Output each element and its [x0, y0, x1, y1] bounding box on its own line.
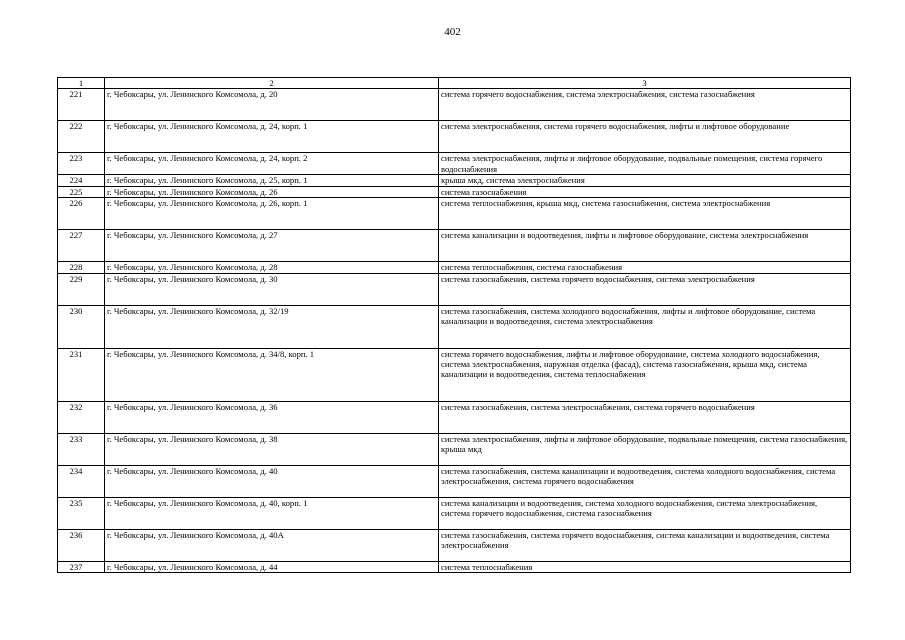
- table-row: [58, 273, 851, 305]
- row-number: 225: [58, 186, 105, 197]
- row-address: г. Чебоксары, ул. Ленинского Комсомола, д. 24, корп. 2: [105, 153, 439, 175]
- table-row: [58, 89, 851, 121]
- row-systems: система теплоснабжения: [439, 561, 851, 572]
- row-address: г. Чебоксары, ул. Ленинского Комсомола, д. 36: [105, 401, 439, 433]
- row-address: г. Чебоксары, ул. Ленинского Комсомола, д. 25, корп. 1: [105, 175, 439, 186]
- table-row: [58, 433, 851, 465]
- row-number: 230: [58, 305, 105, 348]
- row-systems: система канализации и водоотведения, система холодного водоснабжения, система электроснабжения, система горячего водоснабжения, система газоснабжения: [439, 497, 851, 529]
- row-number: 226: [58, 198, 105, 230]
- row-systems: система газоснабжения: [439, 186, 851, 197]
- row-systems: система газоснабжения, система горячего водоснабжения, система электроснабжения: [439, 273, 851, 305]
- table-row: [58, 262, 851, 273]
- row-systems: система теплоснабжения, система газоснабжения: [439, 262, 851, 273]
- row-systems: система электроснабжения, лифты и лифтовое оборудование, подвальные помещения, система газоснабжения, крыша мкд: [439, 433, 851, 465]
- row-address: г. Чебоксары, ул. Ленинского Комсомола, д. 44: [105, 561, 439, 572]
- table-row: [58, 348, 851, 401]
- row-number: 234: [58, 465, 105, 497]
- row-number: 235: [58, 497, 105, 529]
- row-number: 222: [58, 121, 105, 153]
- row-number: 237: [58, 561, 105, 572]
- row-systems: крыша мкд, система электроснабжения: [439, 175, 851, 186]
- row-number: 233: [58, 433, 105, 465]
- row-number: 236: [58, 529, 105, 561]
- row-systems: система канализации и водоотведения, лифты и лифтовое оборудование, система электроснабжения: [439, 230, 851, 262]
- table-row: [58, 529, 851, 561]
- row-number: 224: [58, 175, 105, 186]
- table-row: [58, 497, 851, 529]
- table-row: [58, 305, 851, 348]
- row-address: г. Чебоксары, ул. Ленинского Комсомола, д. 34/8, корп. 1: [105, 348, 439, 401]
- row-address: г. Чебоксары, ул. Ленинского Комсомола, д. 26: [105, 186, 439, 197]
- page-number: 402: [444, 26, 461, 38]
- row-number: 228: [58, 262, 105, 273]
- row-systems: система электроснабжения, лифты и лифтовое оборудование, подвальные помещения, система горячего водоснабжения: [439, 153, 851, 175]
- table-row: [58, 198, 851, 230]
- row-number: 221: [58, 89, 105, 121]
- row-address: г. Чебоксары, ул. Ленинского Комсомола, д. 24, корп. 1: [105, 121, 439, 153]
- row-systems: система газоснабжения, система канализации и водоотведения, система холодного водоснабжения, система электроснабжения, система горячего водоснабжения: [439, 465, 851, 497]
- table-row: [58, 561, 851, 572]
- row-systems: система газоснабжения, система электроснабжения, система горячего водоснабжения: [439, 401, 851, 433]
- row-number: 227: [58, 230, 105, 262]
- row-systems: система газоснабжения, система горячего водоснабжения, система канализации и водоотведения, система электроснабжения: [439, 529, 851, 561]
- table-row: [58, 186, 851, 197]
- table-row: [58, 121, 851, 153]
- column-header-number: 1: [58, 78, 105, 89]
- row-address: г. Чебоксары, ул. Ленинского Комсомола, д. 38: [105, 433, 439, 465]
- row-address: г. Чебоксары, ул. Ленинского Комсомола, д. 32/19: [105, 305, 439, 348]
- row-systems: система горячего водоснабжения, лифты и лифтовое оборудование, система холодного водоснабжения, система электроснабжения, наружная отделка (фасад), система газоснабжения, крыша мкд, система канализации и водоотведения, система теплоснабжения: [439, 348, 851, 401]
- row-address: г. Чебоксары, ул. Ленинского Комсомола, д. 20: [105, 89, 439, 121]
- row-address: г. Чебоксары, ул. Ленинского Комсомола, д. 40: [105, 465, 439, 497]
- row-address: г. Чебоксары, ул. Ленинского Комсомола, д. 28: [105, 262, 439, 273]
- column-header-systems: 3: [439, 78, 851, 89]
- table-row: [58, 153, 851, 175]
- table-row: [58, 465, 851, 497]
- table-row: [58, 175, 851, 186]
- row-systems: система электроснабжения, система горячего водоснабжения, лифты и лифтовое оборудование: [439, 121, 851, 153]
- buildings-table: [57, 77, 851, 573]
- row-systems: система газоснабжения, система холодного водоснабжения, лифты и лифтовое оборудование, система канализации и водоотведения, система электроснабжения: [439, 305, 851, 348]
- row-number: 232: [58, 401, 105, 433]
- table-row: [58, 401, 851, 433]
- row-number: 223: [58, 153, 105, 175]
- row-address: г. Чебоксары, ул. Ленинского Комсомола, д. 30: [105, 273, 439, 305]
- row-address: г. Чебоксары, ул. Ленинского Комсомола, д. 40А: [105, 529, 439, 561]
- row-systems: система теплоснабжения, крыша мкд, система газоснабжения, система электроснабжения: [439, 198, 851, 230]
- row-number: 231: [58, 348, 105, 401]
- row-systems: система горячего водоснабжения, система электроснабжения, система газоснабжения: [439, 89, 851, 121]
- row-address: г. Чебоксары, ул. Ленинского Комсомола, д. 26, корп. 1: [105, 198, 439, 230]
- row-address: г. Чебоксары, ул. Ленинского Комсомола, д. 40, корп. 1: [105, 497, 439, 529]
- table-header-row: [58, 78, 851, 89]
- row-address: г. Чебоксары, ул. Ленинского Комсомола, д. 27: [105, 230, 439, 262]
- column-header-address: 2: [105, 78, 439, 89]
- table-row: [58, 230, 851, 262]
- row-number: 229: [58, 273, 105, 305]
